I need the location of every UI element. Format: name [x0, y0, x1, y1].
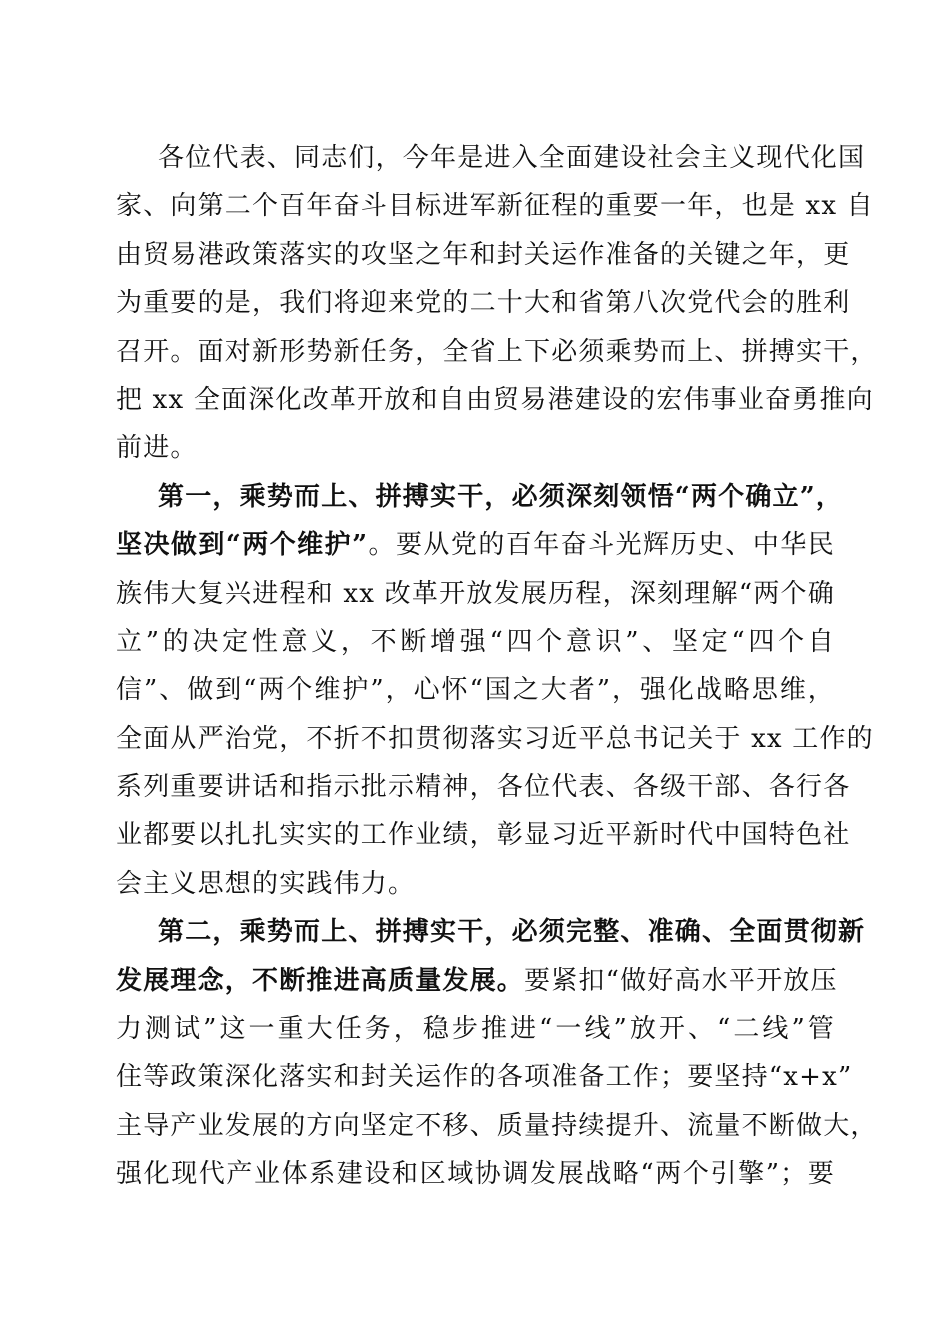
text-segment: 族伟大复兴进程和 xx 改革开放发展历程，深刻理解“两个确 [116, 578, 835, 609]
text-segment: 主导产业发展的方向坚定不移、质量持续提升、流量不断做大， [116, 1110, 878, 1141]
bold-text-segment: 发展理念，不断推进高质量发展。 [116, 965, 525, 996]
paragraph [116, 134, 878, 473]
text-line [116, 473, 844, 521]
text-segment: 力测试”这一重大任务，稳步推进“一线”放开、“二线”管 [116, 1014, 835, 1045]
text-line [116, 666, 835, 714]
text-segment: 强化现代产业体系建设和区域协调发展战略“两个引擎”；要 [116, 1159, 835, 1190]
text-line [116, 182, 874, 230]
text-line [116, 376, 874, 424]
text-segment: 召开。面对新形势新任务，全省上下必须乘势而上、拼搏实干， [116, 336, 878, 367]
text-segment: 住等政策深化落实和封关运作的各项准备工作；要坚持“x+x” [116, 1062, 853, 1093]
text-segment: 系列重要讲话和指示批示精神，各位代表、各级干部、各行各 [116, 772, 851, 803]
text-line [116, 1005, 835, 1053]
text-segment: 。要从党的百年奋斗光辉历史、中华民 [368, 530, 835, 561]
text-line [116, 957, 838, 1005]
text-line [116, 328, 878, 376]
bold-text-segment: 第二，乘势而上、拼搏实干，必须完整、准确、全面贯彻新 [158, 917, 866, 948]
text-segment: 立”的决定性意义，不断增强“四个意识”、坚定“四个自 [116, 626, 835, 657]
text-line [116, 715, 874, 763]
text-line [116, 811, 851, 859]
text-segment: 前进。 [116, 433, 198, 464]
text-line [116, 908, 866, 956]
text-line [116, 570, 835, 618]
text-line [116, 424, 835, 472]
text-line [116, 521, 835, 569]
text-line [116, 279, 851, 327]
text-line [116, 860, 835, 908]
text-line [116, 618, 835, 666]
document-body [116, 134, 878, 1199]
text-line [116, 134, 866, 182]
text-segment: 业都要以扎扎实实的工作业绩，彰显习近平新时代中国特色社 [116, 820, 851, 851]
text-segment: 为重要的是，我们将迎来党的二十大和省第八次党代会的胜利 [116, 288, 851, 319]
text-segment: 会主义思想的实践伟力。 [116, 868, 416, 899]
text-segment: 全面从严治党，不折不扣贯彻落实习近平总书记关于 xx 工作的 [116, 723, 874, 754]
paragraph [116, 908, 878, 1198]
text-line [116, 1053, 853, 1101]
bold-text-segment: 坚决做到“两个维护” [116, 530, 369, 561]
text-line [116, 1150, 835, 1198]
text-segment: 把 xx 全面深化改革开放和自由贸易港建设的宏伟事业奋勇推向 [116, 384, 874, 415]
text-segment: 由贸易港政策落实的攻坚之年和封关运作准备的关键之年，更 [116, 239, 851, 270]
bold-text-segment: 第一，乘势而上、拼搏实干，必须深刻领悟“两个确立”， [158, 481, 844, 512]
text-segment: 要紧扣“做好高水平开放压 [524, 965, 838, 996]
text-line [116, 231, 851, 279]
text-segment: 各位代表、同志们，今年是进入全面建设社会主义现代化国 [158, 143, 866, 173]
text-line [116, 1102, 878, 1150]
text-segment: 家、向第二个百年奋斗目标进军新征程的重要一年，也是 xx 自 [116, 191, 874, 222]
paragraph [116, 473, 874, 909]
text-segment: 信”、做到“两个维护”，心怀“国之大者”，强化战略思维， [116, 675, 835, 706]
text-line [116, 763, 851, 811]
